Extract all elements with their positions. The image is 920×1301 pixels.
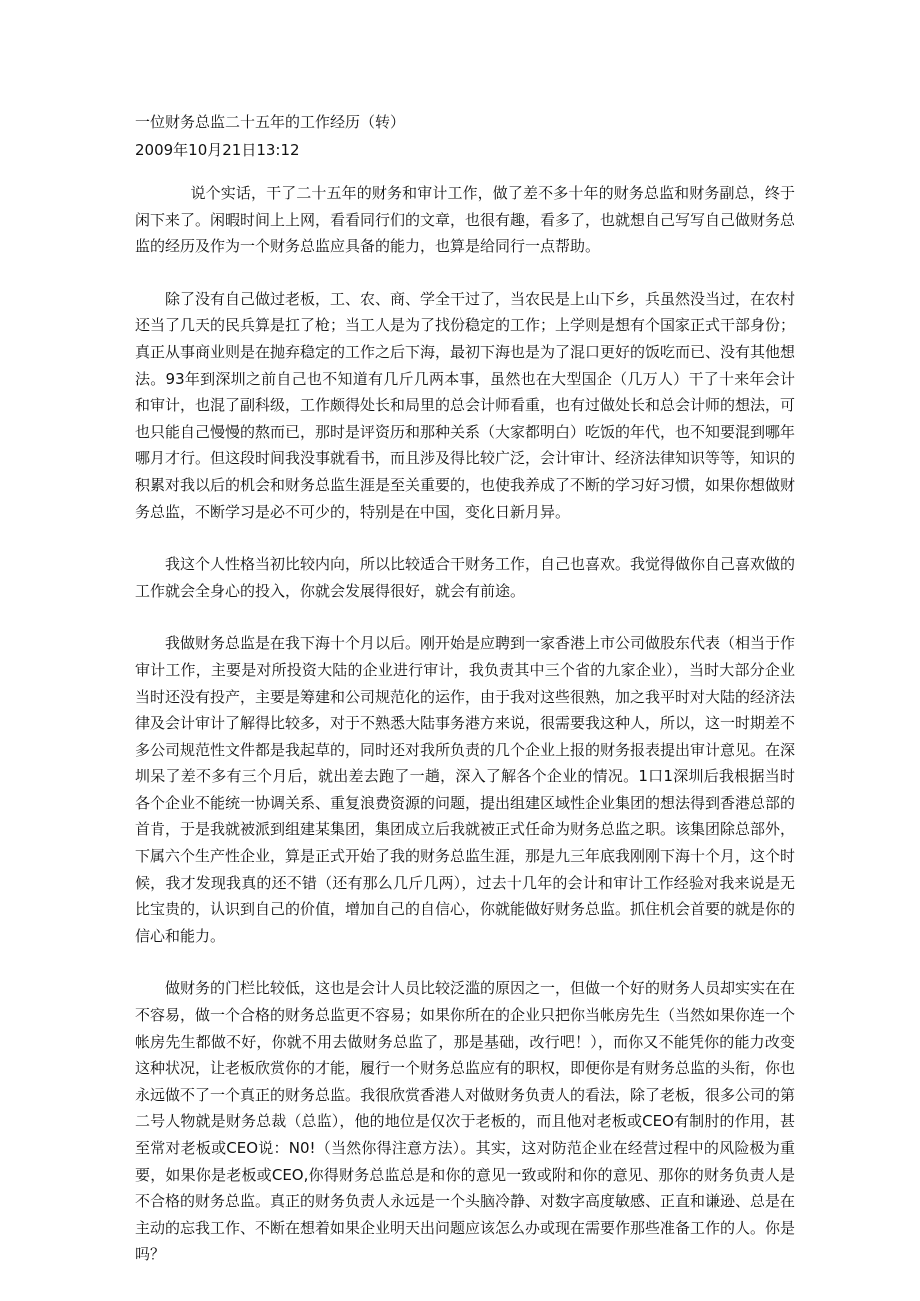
paragraph: 除了没有自己做过老板，工、农、商、学全干过了，当农民是上山下乡，兵虽然没当过，在农村还当了几天的民兵算是扛了枪；当工人是为了找份稳定的工作；上学则是想有个国家正式干部身份；真正从事商业则是在抛弃稳定的工作之后下海，最初下海也是为了混口更好的饭吃而已、没有其他想法。93年到深圳之前自己也不知道有几斤几两本事，虽然也在大型国企（几万人）干了十来年会计和审计，也混了副科级，工作颇得处长和局里的总会计师看重，也有过做处长和总会计师的想法，可也只能自己慢慢的熬而已，那时是评资历和那种关系（大家都明白）吃饭的年代，也不知要混到哪年哪月才行。但这段时间我没事就看书，而且涉及得比较广泛，会计审计、经济法律知识等等，知识的积累对我以后的机会和财务总监生涯是至关重要的，也使我养成了不断的学习好习惯，如果你想做财务总监，不断学习是必不可少的，特别是在中国，变化日新月异。 — [135, 289, 796, 521]
paragraph: 做财务的门栏比较低，这也是会计人员比较泛滥的原因之一，但做一个好的财务人员却实实在在不容易，做一个合格的财务总监更不容易；如果你所在的企业只把你当帐房先生（当然如果你连一个帐房先生都做不好，你就不用去做财务总监了，那是基础，改行吧！），而你又不能凭你的能力改变这种状况，让老板欣赏你的才能，履行一个财务总监应有的职权，即便你是有财务总监的头衔，你也永远做不了一个真正的财务总监。我很欣赏香港人对做财务负责人的看法，除了老板，很多公司的第二号人物就是财务总裁（总监），他的地位是仅次于老板的，而且他对老板或CEO有制肘的作用，甚至常对老板或CEO说：N0!（当然你得注意方法）。其实，这对防范企业在经营过程中的风险极为重要，如果你是老板或CEO,你得财务总监总是和你的意见一致或附和你的意见、那你的财务负责人是不合格的财务总监。真正的财务负责人永远是一个头脑冷静、对数字高度敏感、正直和谦逊、总是在主动的忘我工作、不断在想着如果企业明天出问题应该怎么办或现在需要作那些准备工作的人。你是吗？ — [135, 979, 796, 1264]
paragraph: 我做财务总监是在我下海十个月以后。刚开始是应聘到一家香港上市公司做股东代表（相当于作审计工作，主要是对所投资大陆的企业进行审计，我负责其中三个省的九家企业），当时大部分企业当时还没有投产，主要是筹建和公司规范化的运作，由于我对这些很熟，加之我平时对大陆的经济法律及会计审计了解得比较多，对于不熟悉大陆事务港方来说，很需要我这种人，所以，这一时期差不多公司规范性文件都是我起草的，同时还对我所负责的几个企业上报的财务报表提出审计意见。在深圳呆了差不多有三个月后，就出差去跑了一趟，深入了解各个企业的情况。1口1深圳后我根据当时各个企业不能统一协调关系、重复浪费资源的问题，提出组建区域性企业集团的想法得到香港总部的首肯，于是我就被派到组建某集团，集团成立后我就被正式任命为财务总监之职。该集团除总部外，下属六个生产性企业，算是正式开始了我的财务总监生涯，那是九三年底我刚刚下海十个月，这个时候，我才发现我真的还不错（还有那么几斤几两），过去十几年的会计和审计工作经验对我来说是无比宝贵的，认识到自己的价值，增加自己的自信心，你就能做好财务总监。抓住机会首要的就是你的信心和能力。 — [135, 634, 796, 945]
document-body — [135, 180, 795, 1294]
document-title: 一位财务总监二十五年的工作经历（转） — [135, 113, 406, 131]
paragraph: 说个实话，干了二十五年的财务和审计工作，做了差不多十年的财务总监和财务副总，终于闲下来了。闲暇时间上上网，看看同行们的文章，也很有趣，看多了，也就想自己写写自己做财务总监的经历及作为一个财务总监应具备的能力，也算是给同行一点帮助。 — [135, 184, 796, 256]
paragraph: 我这个人性格当初比较内向，所以比较适合干财务工作，自己也喜欢。我觉得做你自己喜欢做的工作就会全身心的投入，你就会发展得很好，就会有前途。 — [135, 555, 796, 600]
document-date: 2009年10月21日13:12 — [135, 141, 300, 159]
